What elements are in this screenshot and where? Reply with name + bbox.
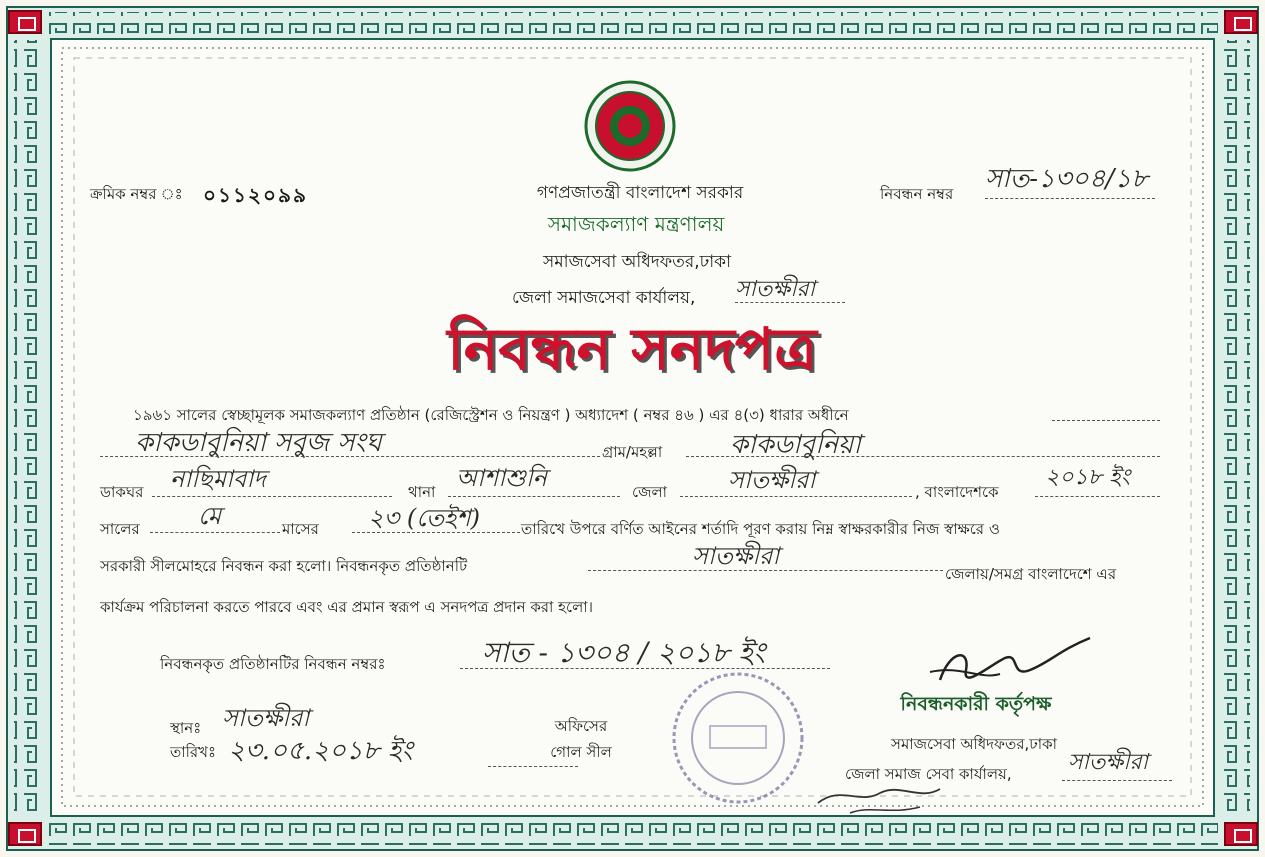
registration-number-value: সাত-১৩০৪/১৮	[985, 164, 1149, 194]
place-label: স্থানঃ	[170, 719, 202, 737]
registration-number-label: নিবন্ধন নম্বর	[880, 185, 954, 203]
authority-office-value: সাতক্ষীরা	[1068, 750, 1149, 775]
department-name: সমাজসেবা অধিদফতর,ঢাকা	[542, 252, 732, 272]
serial-label: ক্রমিক নম্বর ঃ	[90, 185, 183, 203]
authority-title: নিবন্ধনকারী কর্তৃপক্ষ	[900, 693, 1052, 715]
line5-text: কার্যক্রম পরিচালনা করতে পারবে এবং এর প্রমান স্বরূপ এ সনদপত্র প্রদান করা হলো।	[100, 598, 593, 616]
operation-area-value: সাতক্ষীরা	[692, 542, 780, 570]
year-label: সালের	[100, 520, 140, 538]
date-label: তারিখঃ	[170, 743, 216, 761]
thana-label: থানা	[408, 483, 436, 501]
official-initials	[810, 775, 950, 820]
month-label: মাসের	[282, 520, 319, 538]
post-office-label: ডাকঘর	[100, 483, 144, 501]
post-office-value: নাছিমাবাদ	[170, 465, 266, 493]
office-seal-stamp	[668, 668, 808, 808]
authority-department: সমাজসেবা অধিদফতর,ঢাকা	[891, 735, 1057, 753]
district-value: সাতক্ষীরা	[728, 466, 816, 494]
government-name: গণপ্রজাতন্ত্রী বাংলাদেশ সরকার	[536, 183, 744, 203]
ministry-name: সমাজকল্যাণ মন্ত্রণালয়	[547, 212, 725, 236]
seal-caption-line1: অফিসের	[554, 717, 608, 735]
village-label: গ্রাম/মহল্লা	[602, 443, 663, 461]
line3-text: তারিখে উপরে বর্ণিত আইনের শর্তাদি পূরণ করায় নিম্ন স্বাক্ষরকারীর নিজ স্বাক্ষরে ও	[521, 520, 1000, 538]
registration-number-line-label: নিবন্ধনকৃত প্রতিষ্ঠানটির নিবন্ধন নম্বরঃ	[160, 655, 386, 673]
country-label: , বাংলাদেশকে	[915, 483, 999, 501]
village-value: কাকডাবুনিয়া	[730, 430, 861, 460]
date-value-footer: ২৩.০৫.২০১৮ ইং	[228, 736, 413, 766]
authority-office-label: জেলা সমাজ সেবা কার্যালয়,	[845, 765, 1012, 783]
serial-number: ০১১২০৯৯	[203, 183, 308, 207]
month-value: মে	[198, 502, 222, 530]
certificate-title: নিবন্ধন সনদপত্র	[447, 315, 817, 383]
date-value: ২৩ (তেইশ)	[368, 504, 480, 532]
government-emblem	[582, 78, 678, 174]
intro-text: ১৯৬১ সালের স্বেচ্ছামূলক সমাজকল্যাণ প্রতিষ্ঠান (রেজিস্ট্রেশন ও নিয়ন্ত্রণ ) অধ্যাদেশ ( নম্বর ৪৬ ) এর ৪(৩) ধারার অধীনে	[133, 406, 849, 424]
line4-text: সরকারী সীলমোহরে নিবন্ধন করা হলো। নিবন্ধনকৃত প্রতিষ্ঠানটি	[100, 557, 468, 575]
year-value: ২০১৮ ইং	[1045, 465, 1131, 490]
district-office-value: সাতক্ষীরা	[735, 277, 816, 302]
organization-name: কাকডাবুনিয়া সবুজ সংঘ	[135, 428, 382, 458]
district-office-label: জেলা সমাজসেবা কার্যালয়,	[512, 288, 696, 308]
registration-number-line-value: সাত - ১৩০৪ / ২০১৮ ইং	[482, 636, 766, 669]
line4-end-text: জেলায়/সমগ্র বাংলাদেশে এর	[945, 565, 1117, 583]
seal-caption-line2: গোল সীল	[550, 743, 612, 761]
thana-value: আশাশুনি	[456, 464, 548, 492]
place-value: সাতক্ষীরা	[222, 704, 310, 732]
district-label: জেলা	[632, 483, 668, 501]
